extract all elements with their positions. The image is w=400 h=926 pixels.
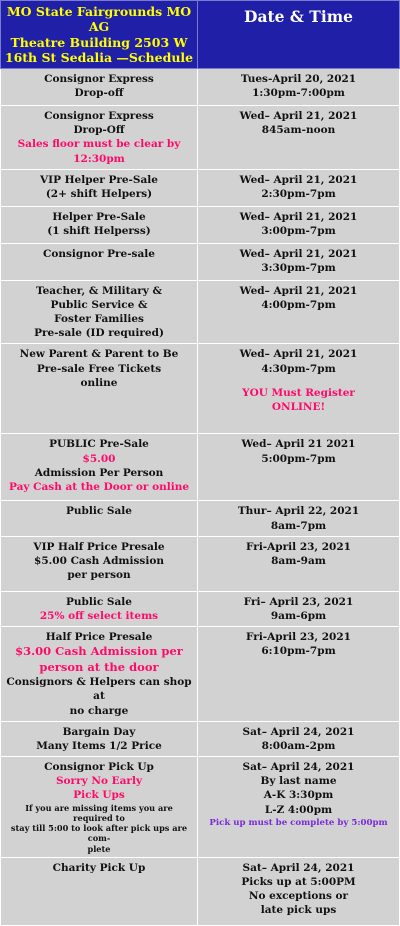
date-time-cell (198, 169, 400, 206)
event-text: (2+ shift Helpers) (45, 187, 153, 200)
event-text: Pay Cash at the Door or online (8, 480, 190, 493)
event-text: If you are missing items you are required to (25, 802, 173, 823)
event-text: New Parent & Parent to Be (19, 348, 179, 361)
event-text: Consignors & Helpers can shop at (6, 676, 192, 703)
date-time-cell (198, 501, 400, 536)
date-time-text: 3:30pm-7pm (261, 261, 336, 274)
event-text: 25% off select items (39, 609, 159, 622)
event-text: online (80, 376, 118, 389)
event-text: Half Price Presale (45, 631, 153, 644)
date-time-cell (198, 69, 400, 106)
schedule-row (1, 206, 400, 243)
date-time-text: 9am-6pm (270, 609, 327, 622)
date-time-text: Wed– April 21, 2021 (239, 348, 358, 361)
event-text: Teacher, & Military & (35, 284, 163, 297)
event-text: Public Service & (50, 298, 148, 311)
event-text: Drop-Off (73, 124, 125, 137)
event-text: Bargain Day (62, 725, 136, 738)
event-text: VIP Half Price Presale (33, 540, 165, 553)
date-time-text: Wed– April 21, 2021 (239, 247, 358, 260)
schedule-row (1, 434, 400, 501)
event-text: $5.00 Cash Admission (34, 554, 164, 567)
event-text: Sales floor must be clear by (17, 138, 181, 151)
schedule-row (1, 280, 400, 344)
date-time-text: Sat– April 24, 2021 (242, 761, 355, 774)
date-time-text: 4:30pm-7pm (261, 362, 336, 375)
date-time-text: Wed– April 21, 2021 (239, 173, 358, 186)
event-text: Admission Per Person (34, 466, 164, 479)
event-text: Consignor Express (44, 73, 154, 85)
date-time-text: Fri-April 23, 2021 (246, 631, 351, 644)
date-time-text: By last name (260, 775, 337, 788)
event-text: PUBLIC Pre-Sale (49, 438, 149, 451)
date-time-text: A-K 3:30pm (263, 789, 334, 802)
event-cell (1, 206, 198, 243)
date-time-text: Fri-April 23, 2021 (246, 540, 351, 553)
location-line: MO State Fairgrounds MO AG (6, 4, 192, 35)
date-time-cell (198, 243, 400, 280)
event-cell (1, 536, 198, 591)
date-time-text: 2:30pm-7pm (261, 187, 336, 200)
date-time-text: Sat– April 24, 2021 (242, 725, 355, 738)
date-time-text: Wed– April 21 2021 (241, 438, 356, 451)
schedule-row (1, 591, 400, 626)
date-time-cell (198, 857, 400, 925)
date-time-cell (198, 206, 400, 243)
event-cell (1, 857, 198, 925)
event-text: Foster Families (54, 313, 144, 326)
event-text: Public Sale (66, 505, 132, 518)
event-text: plete (87, 843, 111, 854)
event-text: Pre-sale (ID required) (34, 327, 164, 340)
date-time-text: 6:10pm-7pm (261, 645, 336, 658)
date-time-cell (198, 434, 400, 501)
date-time-text: 8am-9am (271, 554, 326, 567)
schedule-row (1, 243, 400, 280)
date-time-text: 8am-7pm (270, 519, 327, 532)
event-text: Pre-sale Free Tickets (36, 362, 162, 375)
header-row (1, 1, 400, 69)
schedule-row (1, 627, 400, 722)
date-time-cell (198, 280, 400, 344)
event-cell (1, 721, 198, 756)
schedule-row (1, 169, 400, 206)
event-text: 12:30pm (73, 152, 125, 165)
date-time-text: 3:00pm-7pm (261, 224, 336, 237)
schedule-row (1, 106, 400, 170)
date-time-text: Wed– April 21, 2021 (239, 284, 358, 297)
event-text: Consignor Pre-sale (43, 247, 155, 260)
event-cell (1, 243, 198, 280)
location-line: 16th St Sedalia —Schedule (4, 49, 194, 65)
event-text: Consignor Pick Up (44, 761, 154, 774)
event-cell (1, 434, 198, 501)
location-line: Theatre Building 2503 W (10, 34, 188, 50)
schedule-row (1, 344, 400, 434)
schedule-row (1, 721, 400, 756)
date-time-text: 1:30pm-7:00pm (252, 87, 345, 100)
date-time-text: Wed– April 21, 2021 (239, 210, 358, 223)
event-text: Many Items 1/2 Price (36, 739, 162, 752)
event-location-header (1, 1, 198, 69)
date-time-text: No exceptions or (248, 890, 349, 903)
date-time-text: Sat– April 24, 2021 (242, 861, 355, 874)
event-cell (1, 627, 198, 722)
date-time-cell (198, 106, 400, 170)
event-text: Helper Pre-Sale (52, 210, 146, 223)
event-text: person at the door (39, 659, 159, 674)
event-text: stay till 5:00 to look after pick ups are com- (10, 823, 188, 844)
date-time-text: 5:00pm-7pm (261, 452, 336, 465)
event-text: per person (67, 569, 131, 582)
schedule-row (1, 501, 400, 536)
schedule-row (1, 857, 400, 925)
event-text: no charge (69, 704, 129, 717)
event-cell (1, 106, 198, 170)
date-time-text: ONLINE! (271, 400, 326, 413)
date-time-text: L-Z 4:00pm (264, 803, 333, 816)
date-time-cell (198, 591, 400, 626)
date-time-header: Date & Time (198, 1, 400, 69)
event-text: Drop-off (74, 87, 124, 100)
event-cell (1, 280, 198, 344)
event-text: Consignor Express (44, 110, 154, 122)
date-time-text: Pick up must be complete by 5:00pm (209, 817, 388, 828)
date-time-text: Picks up at 5:00PM (241, 876, 356, 889)
event-text: Sorry No Early (55, 775, 143, 788)
event-cell (1, 169, 198, 206)
event-text: $5.00 (82, 452, 116, 465)
date-time-text: Wed– April 21, 2021 (239, 110, 358, 122)
event-cell (1, 69, 198, 106)
date-time-text: Thur– April 22, 2021 (237, 505, 360, 518)
event-cell (1, 757, 198, 858)
event-cell (1, 501, 198, 536)
event-text: (1 shift Helperss) (47, 224, 151, 237)
date-time-text: 4:00pm-7pm (261, 298, 336, 311)
schedule-row (1, 69, 400, 106)
event-text: Pick Ups (73, 789, 125, 802)
date-time-text (202, 376, 395, 386)
event-text: $3.00 Cash Admission per (15, 644, 183, 659)
date-time-text: YOU Must Register (242, 386, 355, 399)
event-text: Charity Pick Up (52, 861, 146, 874)
date-time-cell (198, 627, 400, 722)
event-cell (1, 591, 198, 626)
date-time-cell (198, 721, 400, 756)
date-time-cell (198, 757, 400, 858)
date-time-text: 845am-noon (261, 124, 336, 137)
schedule-row (1, 536, 400, 591)
event-text: Public Sale (66, 595, 132, 608)
date-time-text: late pick ups (260, 904, 337, 917)
date-time-text: Tues-April 20, 2021 (240, 73, 357, 85)
date-time-cell (198, 536, 400, 591)
schedule-row (1, 757, 400, 858)
date-time-text: 8:00am-2pm (261, 739, 336, 752)
event-cell (1, 344, 198, 434)
date-time-text: Fri– April 23, 2021 (243, 595, 354, 608)
event-text: VIP Helper Pre-Sale (40, 173, 158, 186)
date-time-cell (198, 344, 400, 434)
